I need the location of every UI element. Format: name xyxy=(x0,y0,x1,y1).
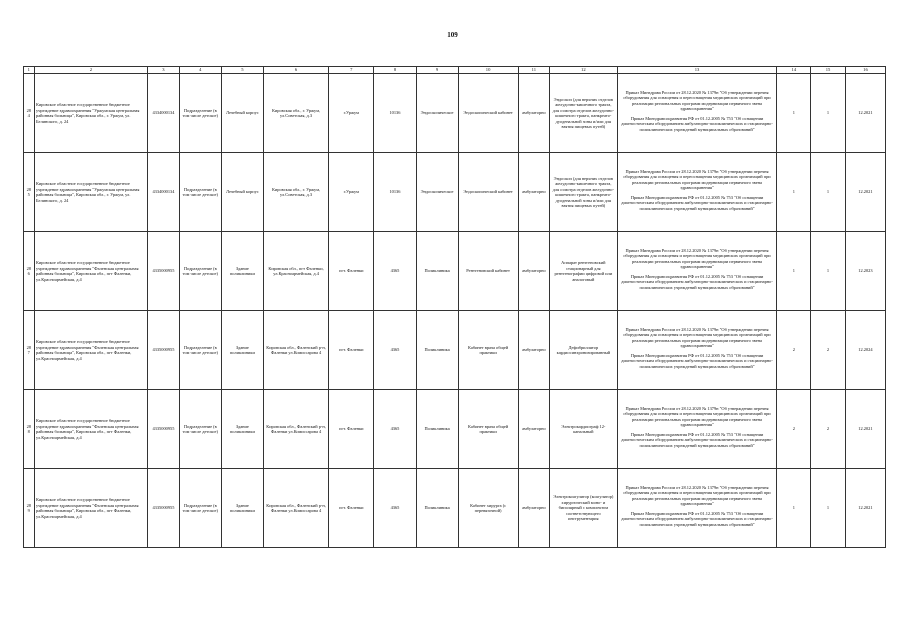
division-cell: Подразделение (в том числе детское) xyxy=(179,153,221,232)
date-cell: 12.2021 xyxy=(845,153,885,232)
table-row xyxy=(24,311,886,390)
organization-cell: Кировское областное государственное бюджетное учреждение здравоохранения "Фаленская центральная районная больница", Кировская обл., пгт Фаленки, ул.Красноармейская, д.4 xyxy=(34,469,148,548)
legal-basis-cell xyxy=(617,153,777,232)
legal-basis-cell xyxy=(617,311,777,390)
table-row xyxy=(24,153,886,232)
building-cell: Здание поликлиники xyxy=(221,232,263,311)
inn-cell: 4335000955 xyxy=(148,311,180,390)
code-cell: 4365 xyxy=(374,311,416,390)
code-cell: 10136 xyxy=(374,74,416,153)
cabinet-cell: Эндоскопический кабинет xyxy=(458,153,518,232)
building-cell: Лечебный корпус xyxy=(221,74,263,153)
column-number: 15 xyxy=(811,67,846,74)
legal-basis-paragraph: Приказ Минздрава России от 28.12.2020 № 1379н "Об утверждении перечня оборудования для оснащения и переоснащения медицинских организаций при реализации региональных программ модернизации первичного звена здравоохранения" xyxy=(623,326,771,349)
table-row xyxy=(24,74,886,153)
column-number: 11 xyxy=(518,67,550,74)
locality-cell: пгт. Фаленки xyxy=(329,232,374,311)
code-cell: 4365 xyxy=(374,390,416,469)
quantity-cell: 1 xyxy=(811,153,846,232)
legal-basis-paragraph: Приказ Минздрава России от 28.12.2020 № 1379н "Об утверждении перечня оборудования для оснащения и переоснащения медицинских организаций при реализации региональных программ модернизации первичного звена здравоохранения" xyxy=(623,168,771,191)
code-cell: 10136 xyxy=(374,153,416,232)
column-number: 3 xyxy=(148,67,180,74)
cabinet-cell: Эндоскопический кабинет xyxy=(458,74,518,153)
organization-cell: Кировское областное государственное бюджетное учреждение здравоохранения "Уржумская центральная районная больница", Кировская обл., г. Уржум, ул. Белинского, д. 24 xyxy=(34,74,148,153)
inn-cell: 4335000955 xyxy=(148,390,180,469)
legal-basis-cell xyxy=(617,232,777,311)
date-cell: 12.2024 xyxy=(845,311,885,390)
legal-basis-paragraph: Приказ Минздрава России от 28.12.2020 № 1379н "Об утверждении перечня оборудования для оснащения и переоснащения медицинских организаций при реализации региональных программ модернизации первичного звена здравоохранения" xyxy=(623,89,771,112)
quantity-cell: 1 xyxy=(777,469,811,548)
column-number: 9 xyxy=(416,67,458,74)
department-cell: Эндоскопическое xyxy=(416,153,458,232)
cabinet-cell: Рентгеновский кабинет xyxy=(458,232,518,311)
column-number-row xyxy=(24,67,886,74)
legal-basis-paragraph: Приказ Минздравсоцразвития РФ от 01.12.2005 № 753 "Об оснащении диагностическим оборудованием амбулаторно-поликлинических и стационарно-поликлинических учреждений муниципальных образований" xyxy=(621,115,773,132)
organization-cell: Кировское областное государственное бюджетное учреждение здравоохранения "Фаленская центральная районная больница", Кировская обл., пгт Фаленки, ул.Красноармейская, д.4 xyxy=(34,232,148,311)
locality-cell: пгт. Фаленки xyxy=(329,311,374,390)
division-cell: Подразделение (в том числе детское) xyxy=(179,390,221,469)
department-cell: Эндоскопическое xyxy=(416,74,458,153)
row-number-cell: 288 xyxy=(24,390,35,469)
column-number: 1 xyxy=(24,67,35,74)
organization-cell: Кировское областное государственное бюджетное учреждение здравоохранения "Фаленская центральная районная больница", Кировская обл., пгт Фаленки, ул.Красноармейская, д.4 xyxy=(34,390,148,469)
quantity-cell: 2 xyxy=(811,390,846,469)
quantity-cell: 1 xyxy=(777,232,811,311)
cabinet-cell: Кабинет врача общей практики xyxy=(458,311,518,390)
legal-basis-cell xyxy=(617,469,777,548)
inn-cell: 4334000134 xyxy=(148,153,180,232)
quantity-cell: 1 xyxy=(811,469,846,548)
code-cell: 4365 xyxy=(374,469,416,548)
column-number: 2 xyxy=(34,67,148,74)
legal-basis-paragraph: Приказ Минздравсоцразвития РФ от 01.12.2005 № 753 "Об оснащении диагностическим оборудованием амбулаторно-поликлинических и стационарно-поликлинических учреждений муниципальных образований" xyxy=(621,431,773,448)
legal-basis-paragraph: Приказ Минздравсоцразвития РФ от 01.12.2005 № 753 "Об оснащении диагностическим оборудованием амбулаторно-поликлинических и стационарно-поликлинических учреждений муниципальных образований" xyxy=(621,352,773,369)
date-cell: 12.2021 xyxy=(845,469,885,548)
address-cell: Кировская обл., Фаленский р-н, Фаленки ул.Комиссарова 4 xyxy=(263,311,328,390)
address-cell: Кировская обл., г. Уржум, ул.Советская, д.3 xyxy=(263,153,328,232)
equipment-cell: Эндоскоп (для верхних отделов желудочно-кишечного тракта, для осмотра отделов желудочно-кишечного тракта, панкреато-дуоденальной зоны и/или для взятия пищевых путей) xyxy=(550,74,617,153)
legal-basis-cell xyxy=(617,74,777,153)
department-cell: Поликлиника xyxy=(416,469,458,548)
inn-cell: 4335000955 xyxy=(148,232,180,311)
quantity-cell: 1 xyxy=(777,74,811,153)
locality-cell: г.Уржум xyxy=(329,74,374,153)
table-row xyxy=(24,390,886,469)
legal-basis-paragraph: Приказ Минздравсоцразвития РФ от 01.12.2005 № 753 "Об оснащении диагностическим оборудованием амбулаторно-поликлинических и стационарно-поликлинических учреждений муниципальных образований" xyxy=(621,194,773,211)
locality-cell: г.Уржум xyxy=(329,153,374,232)
date-cell: 12.2023 xyxy=(845,232,885,311)
department-cell: Поликлиника xyxy=(416,390,458,469)
building-cell: Здание поликлиники xyxy=(221,469,263,548)
quantity-cell: 1 xyxy=(811,74,846,153)
legal-basis-paragraph: Приказ Минздрава России от 28.12.2020 № 1379н "Об утверждении перечня оборудования для оснащения и переоснащения медицинских организаций при реализации региональных программ модернизации первичного звена здравоохранения" xyxy=(623,247,771,270)
cabinet-cell: Кабинет хирурга (с перевязочной) xyxy=(458,469,518,548)
department-cell: Поликлиника xyxy=(416,311,458,390)
column-number: 12 xyxy=(550,67,617,74)
row-number-cell: 289 xyxy=(24,469,35,548)
quantity-cell: 2 xyxy=(777,390,811,469)
equipment-cell: Аппарат рентгеновский стационарный для рентгенографии цифровой или аналоговый xyxy=(550,232,617,311)
care-type-cell: амбулаторно xyxy=(518,232,550,311)
division-cell: Подразделение (в том числе детское) xyxy=(179,232,221,311)
building-cell: Здание поликлиники xyxy=(221,311,263,390)
equipment-table xyxy=(23,66,886,548)
row-number-cell: 287 xyxy=(24,311,35,390)
page-number: 109 xyxy=(447,31,458,39)
table-row xyxy=(24,469,886,548)
address-cell: Кировская обл., пгт Фаленки, ул.Красноармейская, д.4 xyxy=(263,232,328,311)
care-type-cell: амбулаторно xyxy=(518,311,550,390)
quantity-cell: 2 xyxy=(811,311,846,390)
organization-cell: Кировское областное государственное бюджетное учреждение здравоохранения "Фаленская центральная районная больница", Кировская обл., пгт Фаленки, ул.Красноармейская, д.4 xyxy=(34,311,148,390)
organization-cell: Кировское областное государственное бюджетное учреждение здравоохранения "Уржумская центральная районная больница", Кировская обл., г. Уржум, ул. Белинского, д. 24 xyxy=(34,153,148,232)
column-number: 10 xyxy=(458,67,518,74)
quantity-cell: 2 xyxy=(777,311,811,390)
locality-cell: пгт. Фаленки xyxy=(329,469,374,548)
quantity-cell: 1 xyxy=(777,153,811,232)
equipment-cell: Эндоскоп (для верхних отделов желудочно-кишечного тракта, для осмотра отделов желудочно-кишечного тракта, панкреато-дуоденальной зоны и/или для взятия пищевых путей) xyxy=(550,153,617,232)
address-cell: Кировская обл., Фаленский р-н, Фаленки ул.Комиссарова 4 xyxy=(263,469,328,548)
code-cell: 4365 xyxy=(374,232,416,311)
legal-basis-paragraph: Приказ Минздрава России от 28.12.2020 № 1379н "Об утверждении перечня оборудования для оснащения и переоснащения медицинских организаций при реализации региональных программ модернизации первичного звена здравоохранения" xyxy=(623,405,771,428)
address-cell: Кировская обл., Фаленский р-н, Фаленки ул.Комиссарова 4 xyxy=(263,390,328,469)
quantity-cell: 1 xyxy=(811,232,846,311)
column-number: 6 xyxy=(263,67,328,74)
row-number-cell: 285 xyxy=(24,153,35,232)
row-number-cell: 286 xyxy=(24,232,35,311)
division-cell: Подразделение (в том числе детское) xyxy=(179,469,221,548)
division-cell: Подразделение (в том числе детское) xyxy=(179,74,221,153)
date-cell: 12.2021 xyxy=(845,74,885,153)
inn-cell: 4335000955 xyxy=(148,469,180,548)
care-type-cell: амбулаторно xyxy=(518,390,550,469)
equipment-cell: Дефибриллятор кардиосинхронизированный xyxy=(550,311,617,390)
legal-basis-paragraph: Приказ Минздрава России от 28.12.2020 № 1379н "Об утверждении перечня оборудования для оснащения и переоснащения медицинских организаций при реализации региональных программ модернизации первичного звена здравоохранения" xyxy=(623,484,771,507)
cabinet-cell: Кабинет врача общей практики xyxy=(458,390,518,469)
building-cell: Лечебный корпус xyxy=(221,153,263,232)
table-row xyxy=(24,232,886,311)
equipment-cell: Электрокардиограф 12-канальный xyxy=(550,390,617,469)
address-cell: Кировская обл., г. Уржум, ул.Советская, д.3 xyxy=(263,74,328,153)
column-number: 16 xyxy=(845,67,885,74)
column-number: 4 xyxy=(179,67,221,74)
building-cell: Здание поликлиники xyxy=(221,390,263,469)
equipment-cell: Электрокоагулятор (коагулятор) хирургический моно- и биполярный с комплектом соответствующего инструментария xyxy=(550,469,617,548)
legal-basis-paragraph: Приказ Минздравсоцразвития РФ от 01.12.2005 № 753 "Об оснащении диагностическим оборудованием амбулаторно-поликлинических и стационарно-поликлинических учреждений муниципальных образований" xyxy=(621,510,773,527)
care-type-cell: амбулаторно xyxy=(518,74,550,153)
column-number: 13 xyxy=(617,67,777,74)
locality-cell: пгт. Фаленки xyxy=(329,390,374,469)
date-cell: 12.2021 xyxy=(845,390,885,469)
legal-basis-cell xyxy=(617,390,777,469)
division-cell: Подразделение (в том числе детское) xyxy=(179,311,221,390)
column-number: 8 xyxy=(374,67,416,74)
care-type-cell: амбулаторно xyxy=(518,153,550,232)
inn-cell: 4334000134 xyxy=(148,74,180,153)
column-number: 5 xyxy=(221,67,263,74)
department-cell: Поликлиника xyxy=(416,232,458,311)
care-type-cell: амбулаторно xyxy=(518,469,550,548)
legal-basis-paragraph: Приказ Минздравсоцразвития РФ от 01.12.2005 № 753 "Об оснащении диагностическим оборудованием амбулаторно-поликлинических и стационарно-поликлинических учреждений муниципальных образований" xyxy=(621,273,773,290)
column-number: 14 xyxy=(777,67,811,74)
column-number: 7 xyxy=(329,67,374,74)
row-number-cell: 284 xyxy=(24,74,35,153)
